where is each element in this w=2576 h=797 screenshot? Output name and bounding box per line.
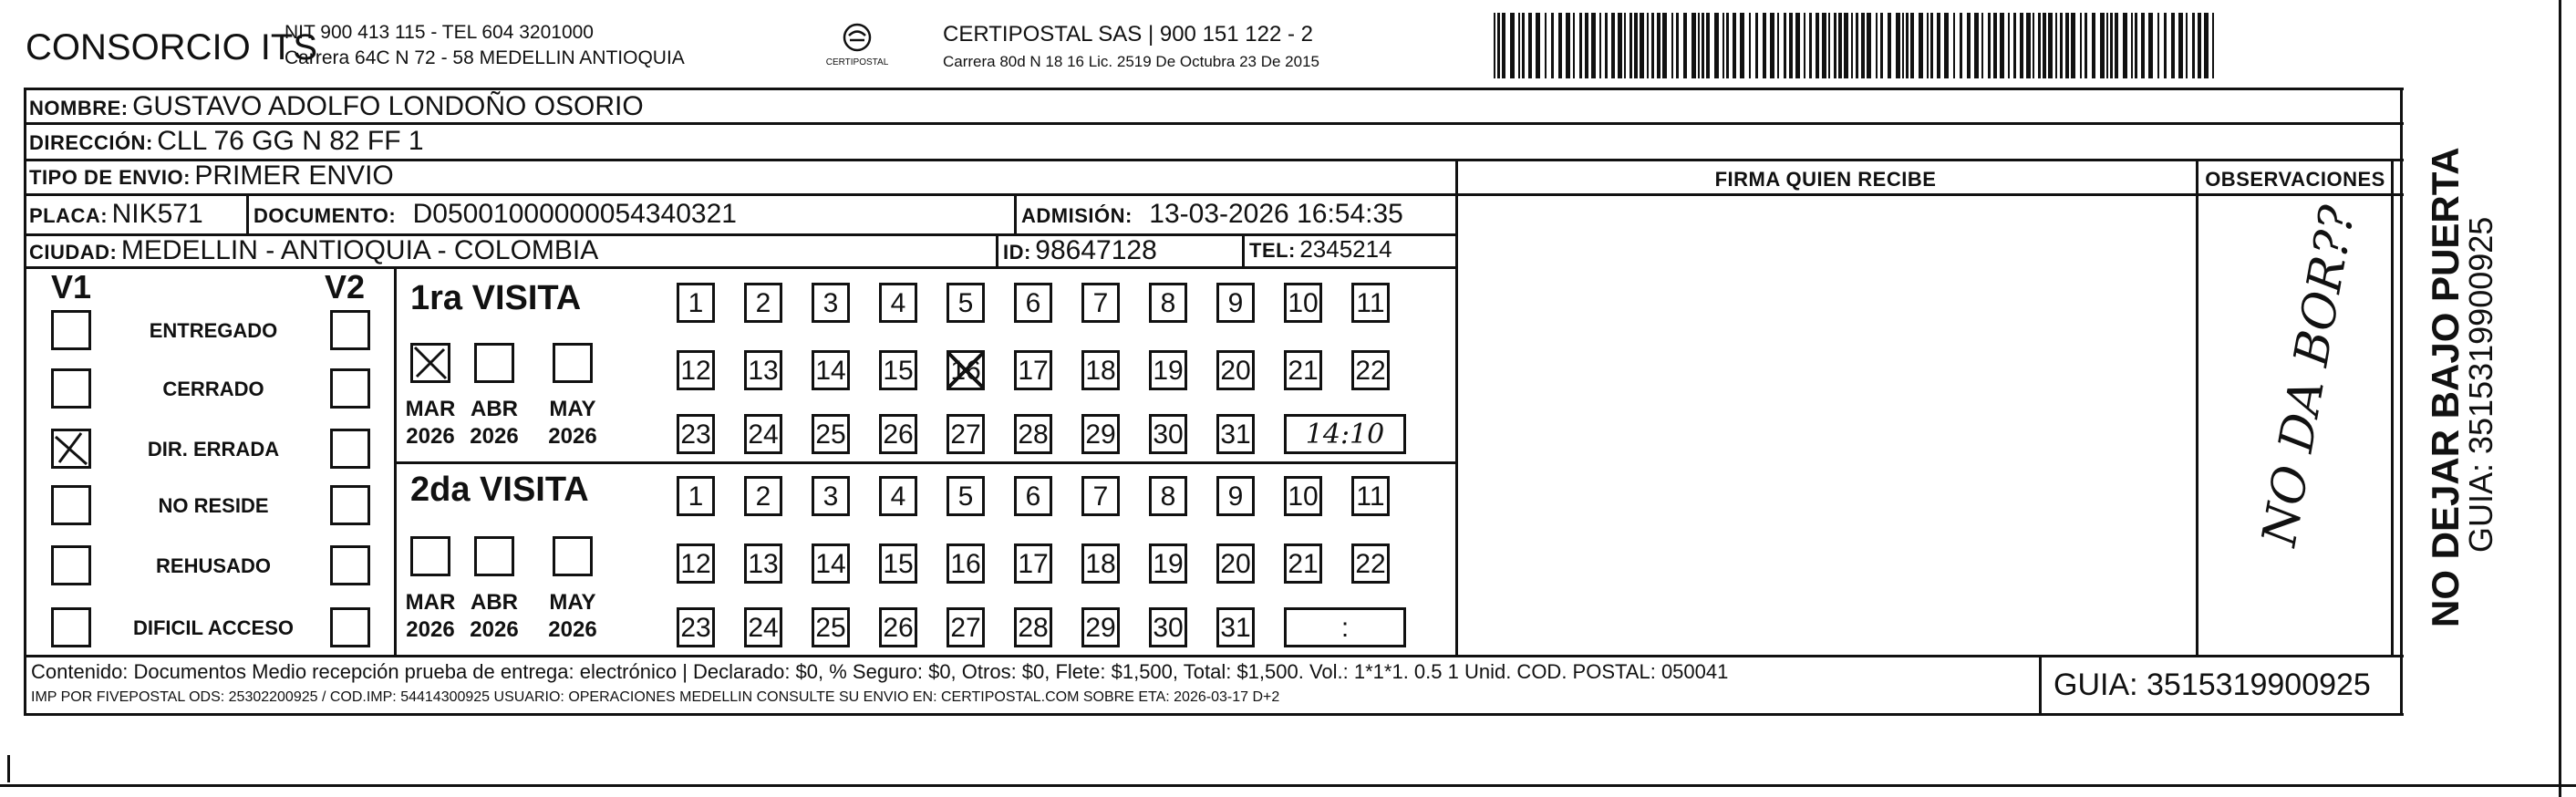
barcode-bar [1558,13,1562,78]
day-box[interactable]: 28 [1014,414,1052,454]
rule [2039,655,2042,713]
day-box[interactable]: 31 [1216,607,1255,647]
day-box[interactable]: 20 [1216,543,1255,584]
admision-field [1021,199,1403,230]
barcode-bar [1676,13,1679,78]
v2-checkbox[interactable] [330,429,370,469]
rule [2400,88,2403,713]
status-label: DIFICIL ACCESO [132,616,294,639]
day-box[interactable]: 30 [1149,607,1187,647]
barcode-bar [1723,13,1724,78]
barcode-bar [1618,13,1622,78]
barcode-bar [1755,13,1758,78]
day-box[interactable]: 13 [744,543,782,584]
day-box[interactable]: 14 [812,543,850,584]
month-year: 2026 [470,424,519,449]
month-name: MAR [405,590,456,615]
day-box[interactable]: 7 [1081,283,1120,323]
barcode-bar [1927,13,1929,78]
placa-label: PLACA: [29,204,109,227]
day-box[interactable]: 21 [1284,350,1322,390]
tel-value: 2345214 [1299,235,1392,263]
day-box[interactable]: 13 [744,350,782,390]
page-edge [2559,0,2561,797]
barcode-bar [1611,13,1615,78]
visit-1-title: 1ra VISITA [410,279,582,317]
documento-field [253,199,737,230]
observaciones-handwriting: NO DA BOR?? [2251,202,2366,551]
barcode [1494,13,2223,78]
day-box[interactable]: 27 [947,607,985,647]
barcode-bar [2212,13,2214,78]
barcode-bar [1784,13,1786,78]
barcode-bar [1906,13,1909,78]
day-box[interactable]: 12 [677,350,715,390]
day-box[interactable]: 26 [879,414,917,454]
firma-label: FIRMA QUIEN RECIBE [1714,168,1937,191]
barcode-bar [2164,13,2167,78]
month-checkbox[interactable] [474,343,514,383]
barcode-bar [1789,13,1793,78]
barcode-bar [2135,13,2137,78]
barcode-bar [1953,13,1955,78]
barcode-bar [1822,13,1826,78]
barcode-bar [1651,13,1654,78]
barcode-bar [2157,13,2159,78]
barcode-bar [1844,13,1848,78]
day-box[interactable]: 15 [879,543,917,584]
barcode-bar [1740,13,1744,78]
month-name: MAY [549,397,596,421]
day-box[interactable]: 29 [1081,414,1120,454]
ciudad-field [29,235,598,266]
company-line-1: NIT 900 413 115 - TEL 604 3201000 [284,22,594,43]
day-box[interactable]: 31 [1216,414,1255,454]
barcode-bar [1702,13,1704,78]
barcode-bar [1698,13,1700,78]
day-box[interactable]: 4 [879,476,917,516]
barcode-bar [1856,13,1858,78]
v2-checkbox[interactable] [330,368,370,409]
day-box[interactable]: 22 [1351,350,1390,390]
day-box[interactable]: 1 [677,283,715,323]
rule [24,713,2404,716]
footer-guia: GUIA: 3515319900925 [2054,668,2371,702]
status-label: DIR. ERRADA [147,438,280,461]
rule [1242,233,1245,266]
nombre-label: NOMBRE: [29,97,129,119]
barcode-bar [1930,13,1933,78]
day-box[interactable]: 22 [1351,543,1390,584]
day-box[interactable]: 17 [1014,350,1052,390]
day-box[interactable]: 24 [744,414,782,454]
barcode-bar [2033,13,2034,78]
barcode-bar [1988,13,1991,78]
barcode-bar [1591,13,1596,78]
v2-checkbox[interactable] [330,310,370,350]
rule [394,461,1455,464]
day-box[interactable]: 8 [1149,283,1187,323]
v2-checkbox[interactable] [330,545,370,585]
barcode-bar [1876,13,1878,78]
barcode-bar [1624,13,1626,78]
day-box[interactable]: 9 [1216,476,1255,516]
day-box[interactable]: 2 [744,476,782,516]
barcode-bar [2060,13,2063,78]
day-box[interactable]: 14 [812,350,850,390]
admision-value: 13-03-2026 16:54:35 [1149,199,1403,229]
rule [1455,159,1458,655]
barcode-bar [1605,13,1608,78]
rule [2196,159,2198,655]
barcode-bar [2186,13,2188,78]
barcode-bar [2131,13,2133,78]
month-checkbox[interactable] [410,536,450,576]
tipo-envio-label: TIPO DE ENVIO: [29,166,191,189]
barcode-bar [2148,13,2153,78]
day-box[interactable]: 5 [947,283,985,323]
rule [996,233,998,266]
barcode-bar [2055,13,2057,78]
barcode-bar [1967,13,1971,78]
barcode-bar [1510,13,1515,78]
barcode-bar [1763,13,1766,78]
rule [394,266,397,655]
barcode-bar [1599,13,1601,78]
month-label [401,396,460,450]
day-box[interactable]: 3 [812,283,850,323]
month-checkbox[interactable] [474,536,514,576]
barcode-bar [1518,13,1520,78]
rule [24,88,26,713]
placa-value: NIK571 [111,199,203,229]
barcode-bar [1981,13,1983,78]
day-box[interactable]: 8 [1149,476,1187,516]
barcode-bar [2178,13,2183,78]
barcode-bar [1585,13,1588,78]
barcode-bar [2204,13,2209,78]
barcode-bar [1896,13,1900,78]
barcode-bar [1749,13,1751,78]
barcode-bar [1937,13,1940,78]
barcode-bar [1910,13,1914,78]
barcode-bar [1974,13,1979,78]
barcode-bar [1566,13,1570,78]
month-year: 2026 [548,617,597,642]
barcode-bar [2141,13,2145,78]
barcode-bar [2198,13,2201,78]
barcode-bar [1880,13,1883,78]
direccion-label: DIRECCIÓN: [29,131,153,154]
barcode-bar [1804,13,1805,78]
id-label: ID: [1003,241,1031,264]
rule [2391,159,2394,655]
side-warning: NO DEJAR BAJO PUERTA [2424,147,2467,627]
day-box[interactable]: 10 [1284,283,1322,323]
barcode-bar [1640,13,1644,78]
nombre-field [29,91,644,122]
barcode-bar [1888,13,1891,78]
month-name: MAR [405,397,456,421]
observaciones-label: OBSERVACIONES [2205,168,2385,191]
month-label [543,589,602,644]
month-checkbox[interactable] [410,343,450,383]
barcode-bar [1528,13,1532,78]
rule [1455,193,2395,196]
rule [246,193,249,233]
id-value: 98647128 [1035,235,1157,265]
barcode-bar [1662,13,1667,78]
day-box[interactable]: 11 [1351,283,1390,323]
day-box[interactable]: 12 [677,543,715,584]
day-box[interactable]: 9 [1216,283,1255,323]
month-label [465,396,523,450]
status-label: REHUSADO [156,554,271,577]
barcode-bar [2000,13,2004,78]
day-box[interactable]: 4 [879,283,917,323]
barcode-bar [2171,13,2175,78]
month-name: MAY [549,590,596,615]
day-box[interactable]: 25 [812,414,850,454]
barcode-bar [1919,13,1923,78]
barcode-bar [2065,13,2069,78]
day-box[interactable]: 25 [812,607,850,647]
certipostal-logo-icon [839,22,875,53]
carrier-line-1: CERTIPOSTAL SAS | 900 151 122 - 2 [943,22,1313,47]
month-year: 2026 [548,424,597,449]
documento-value: D05001000000054340321 [412,199,737,229]
barcode-bar [2071,13,2075,78]
barcode-bar [1683,13,1687,78]
barcode-bar [1497,13,1500,78]
barcode-bar [1834,13,1836,78]
rule [24,122,2404,125]
day-box[interactable]: 19 [1149,350,1187,390]
barcode-bar [1809,13,1812,78]
time-box[interactable]: 14:10 [1284,414,1406,454]
barcode-bar [1714,13,1719,78]
barcode-bar [2085,13,2087,78]
month-name: ABR [471,590,518,615]
day-box[interactable]: 18 [1081,543,1120,584]
day-box[interactable]: 3 [812,476,850,516]
barcode-bar [1634,13,1638,78]
company-line-2: Carrera 64C N 72 - 58 MEDELLIN ANTIOQUIA [284,47,685,68]
side-guia: GUIA: 3515319900925 [2462,216,2499,553]
barcode-bar [1816,13,1819,78]
month-year: 2026 [406,424,455,449]
status-label: CERRADO [162,378,264,400]
documento-label: DOCUMENTO: [253,204,397,227]
month-name: ABR [471,397,518,421]
barcode-bar [1726,13,1729,78]
id-field [1003,235,1157,266]
day-box[interactable]: 18 [1081,350,1120,390]
day-box[interactable]: 28 [1014,607,1052,647]
day-box[interactable]: 20 [1216,350,1255,390]
day-box[interactable]: 11 [1351,476,1390,516]
barcode-bar [1795,13,1800,78]
observaciones-label-cell [2199,168,2391,191]
barcode-bar [1579,13,1582,78]
month-label [543,396,602,450]
barcode-bar [1536,13,1540,78]
barcode-bar [2192,13,2195,78]
day-box[interactable]: 15 [879,350,917,390]
day-box[interactable]: 1 [677,476,715,516]
day-box[interactable]: 10 [1284,476,1322,516]
tipo-envio-field [29,160,394,191]
day-box[interactable]: 5 [947,476,985,516]
barcode-bar [1551,13,1554,78]
barcode-bar [1861,13,1865,78]
status-label: ENTREGADO [149,319,278,342]
barcode-bar [2123,13,2127,78]
ciudad-value: MEDELLIN - ANTIOQUIA - COLOMBIA [120,235,599,265]
carrier-line-2: Carrera 80d N 18 16 Lic. 2519 De Octubra 23 De 2015 [943,53,1319,70]
day-box[interactable]: 16 [947,350,985,390]
tel-label: TEL: [1249,239,1296,262]
month-year: 2026 [470,617,519,642]
month-label [401,589,460,644]
barcode-bar [2110,13,2113,78]
month-year: 2026 [406,617,455,642]
tel-field [1249,235,1392,264]
nombre-value: GUSTAVO ADOLFO LONDOÑO OSORIO [132,91,644,121]
barcode-bar [1777,13,1779,78]
barcode-bar [2115,13,2118,78]
barcode-bar [1828,13,1830,78]
barcode-bar [2080,13,2082,78]
barcode-bar [2020,13,2023,78]
admision-label: ADMISIÓN: [1021,204,1133,227]
day-box[interactable]: 7 [1081,476,1120,516]
footer-line-1: Contenido: Documentos Medio recepción prueba de entrega: electrónico | Declarado: $0, % Seguro: $0, Otros: $0, Flete: $1,500, Total: $1,500. Vol.: 1*1*1. 0.5 1 Unid. COD. POSTAL: 050041 [31,660,1729,683]
rule [24,655,2404,657]
firma-label-cell [1455,168,2196,191]
barcode-bar [2100,13,2105,78]
v1-label: V1 [51,268,92,305]
visit-2-title: 2da VISITA [410,471,589,509]
placa-field [29,199,203,230]
barcode-bar [1770,13,1774,78]
day-box[interactable]: 19 [1149,543,1187,584]
barcode-bar [2013,13,2016,78]
barcode-bar [2008,13,2010,78]
barcode-bar [2048,13,2053,78]
time-box[interactable]: : [1284,607,1406,647]
barcode-bar [1706,13,1710,78]
barcode-bar [1522,13,1525,78]
barcode-bar [1838,13,1842,78]
rule [24,88,2404,90]
barcode-bar [1545,13,1547,78]
barcode-bar [1691,13,1696,78]
month-checkbox[interactable] [553,536,593,576]
day-box[interactable]: 30 [1149,414,1187,454]
v2-label: V2 [325,268,366,305]
barcode-bar [1502,13,1505,78]
barcode-bar [1902,13,1904,78]
barcode-bar [2092,13,2095,78]
day-box[interactable]: 21 [1284,543,1322,584]
barcode-bar [1944,13,1949,78]
company-name: CONSORCIO ITS [26,27,318,67]
day-box[interactable]: 17 [1014,543,1052,584]
day-box[interactable]: 24 [744,607,782,647]
month-checkbox[interactable] [553,343,593,383]
direccion-field [29,126,424,157]
rule [24,266,1457,269]
tipo-envio-value: PRIMER ENVIO [194,160,394,191]
barcode-bar [2038,13,2041,78]
barcode-bar [1494,13,1495,78]
barcode-bar [1573,13,1575,78]
day-box[interactable]: 29 [1081,607,1120,647]
direccion-value: CLL 76 GG N 82 FF 1 [157,126,424,156]
barcode-bar [1733,13,1736,78]
page-edge [0,784,2576,787]
day-box[interactable]: 23 [677,607,715,647]
check-mark-icon [413,346,450,382]
footer-line-2: IMP POR FIVEPOSTAL ODS: 25302200925 / COD.IMP: 54414300925 USUARIO: OPERACIONES MEDELLIN CONSULTE SU ENVIO EN: CERTIPOSTAL.COM SOBRE ETA: 2026-03-17 D+2 [31,689,1280,705]
ciudad-label: CIUDAD: [29,241,118,264]
v2-checkbox[interactable] [330,607,370,647]
day-box[interactable]: 6 [1014,476,1052,516]
certipostal-logo [821,22,894,67]
day-box[interactable]: 23 [677,414,715,454]
status-label: NO RESIDE [158,494,269,517]
barcode-bar [1851,13,1853,78]
barcode-bar [1671,13,1673,78]
day-box[interactable]: 16 [947,543,985,584]
barcode-bar [1960,13,1962,78]
certipostal-logo-text: CERTIPOSTAL [825,57,889,67]
page-edge [7,755,10,782]
barcode-bar [2106,13,2108,78]
barcode-bar [1657,13,1660,78]
day-box[interactable]: 27 [947,414,985,454]
barcode-bar [1867,13,1871,78]
barcode-bar [2043,13,2046,78]
barcode-bar [1993,13,1997,78]
day-box[interactable]: 2 [744,283,782,323]
barcode-bar [2026,13,2031,78]
v2-checkbox[interactable] [330,485,370,525]
month-label [465,589,523,644]
rule [1014,193,1017,233]
day-box[interactable]: 6 [1014,283,1052,323]
day-box[interactable]: 26 [879,607,917,647]
barcode-bar [1647,13,1649,78]
barcode-bar [1629,13,1632,78]
